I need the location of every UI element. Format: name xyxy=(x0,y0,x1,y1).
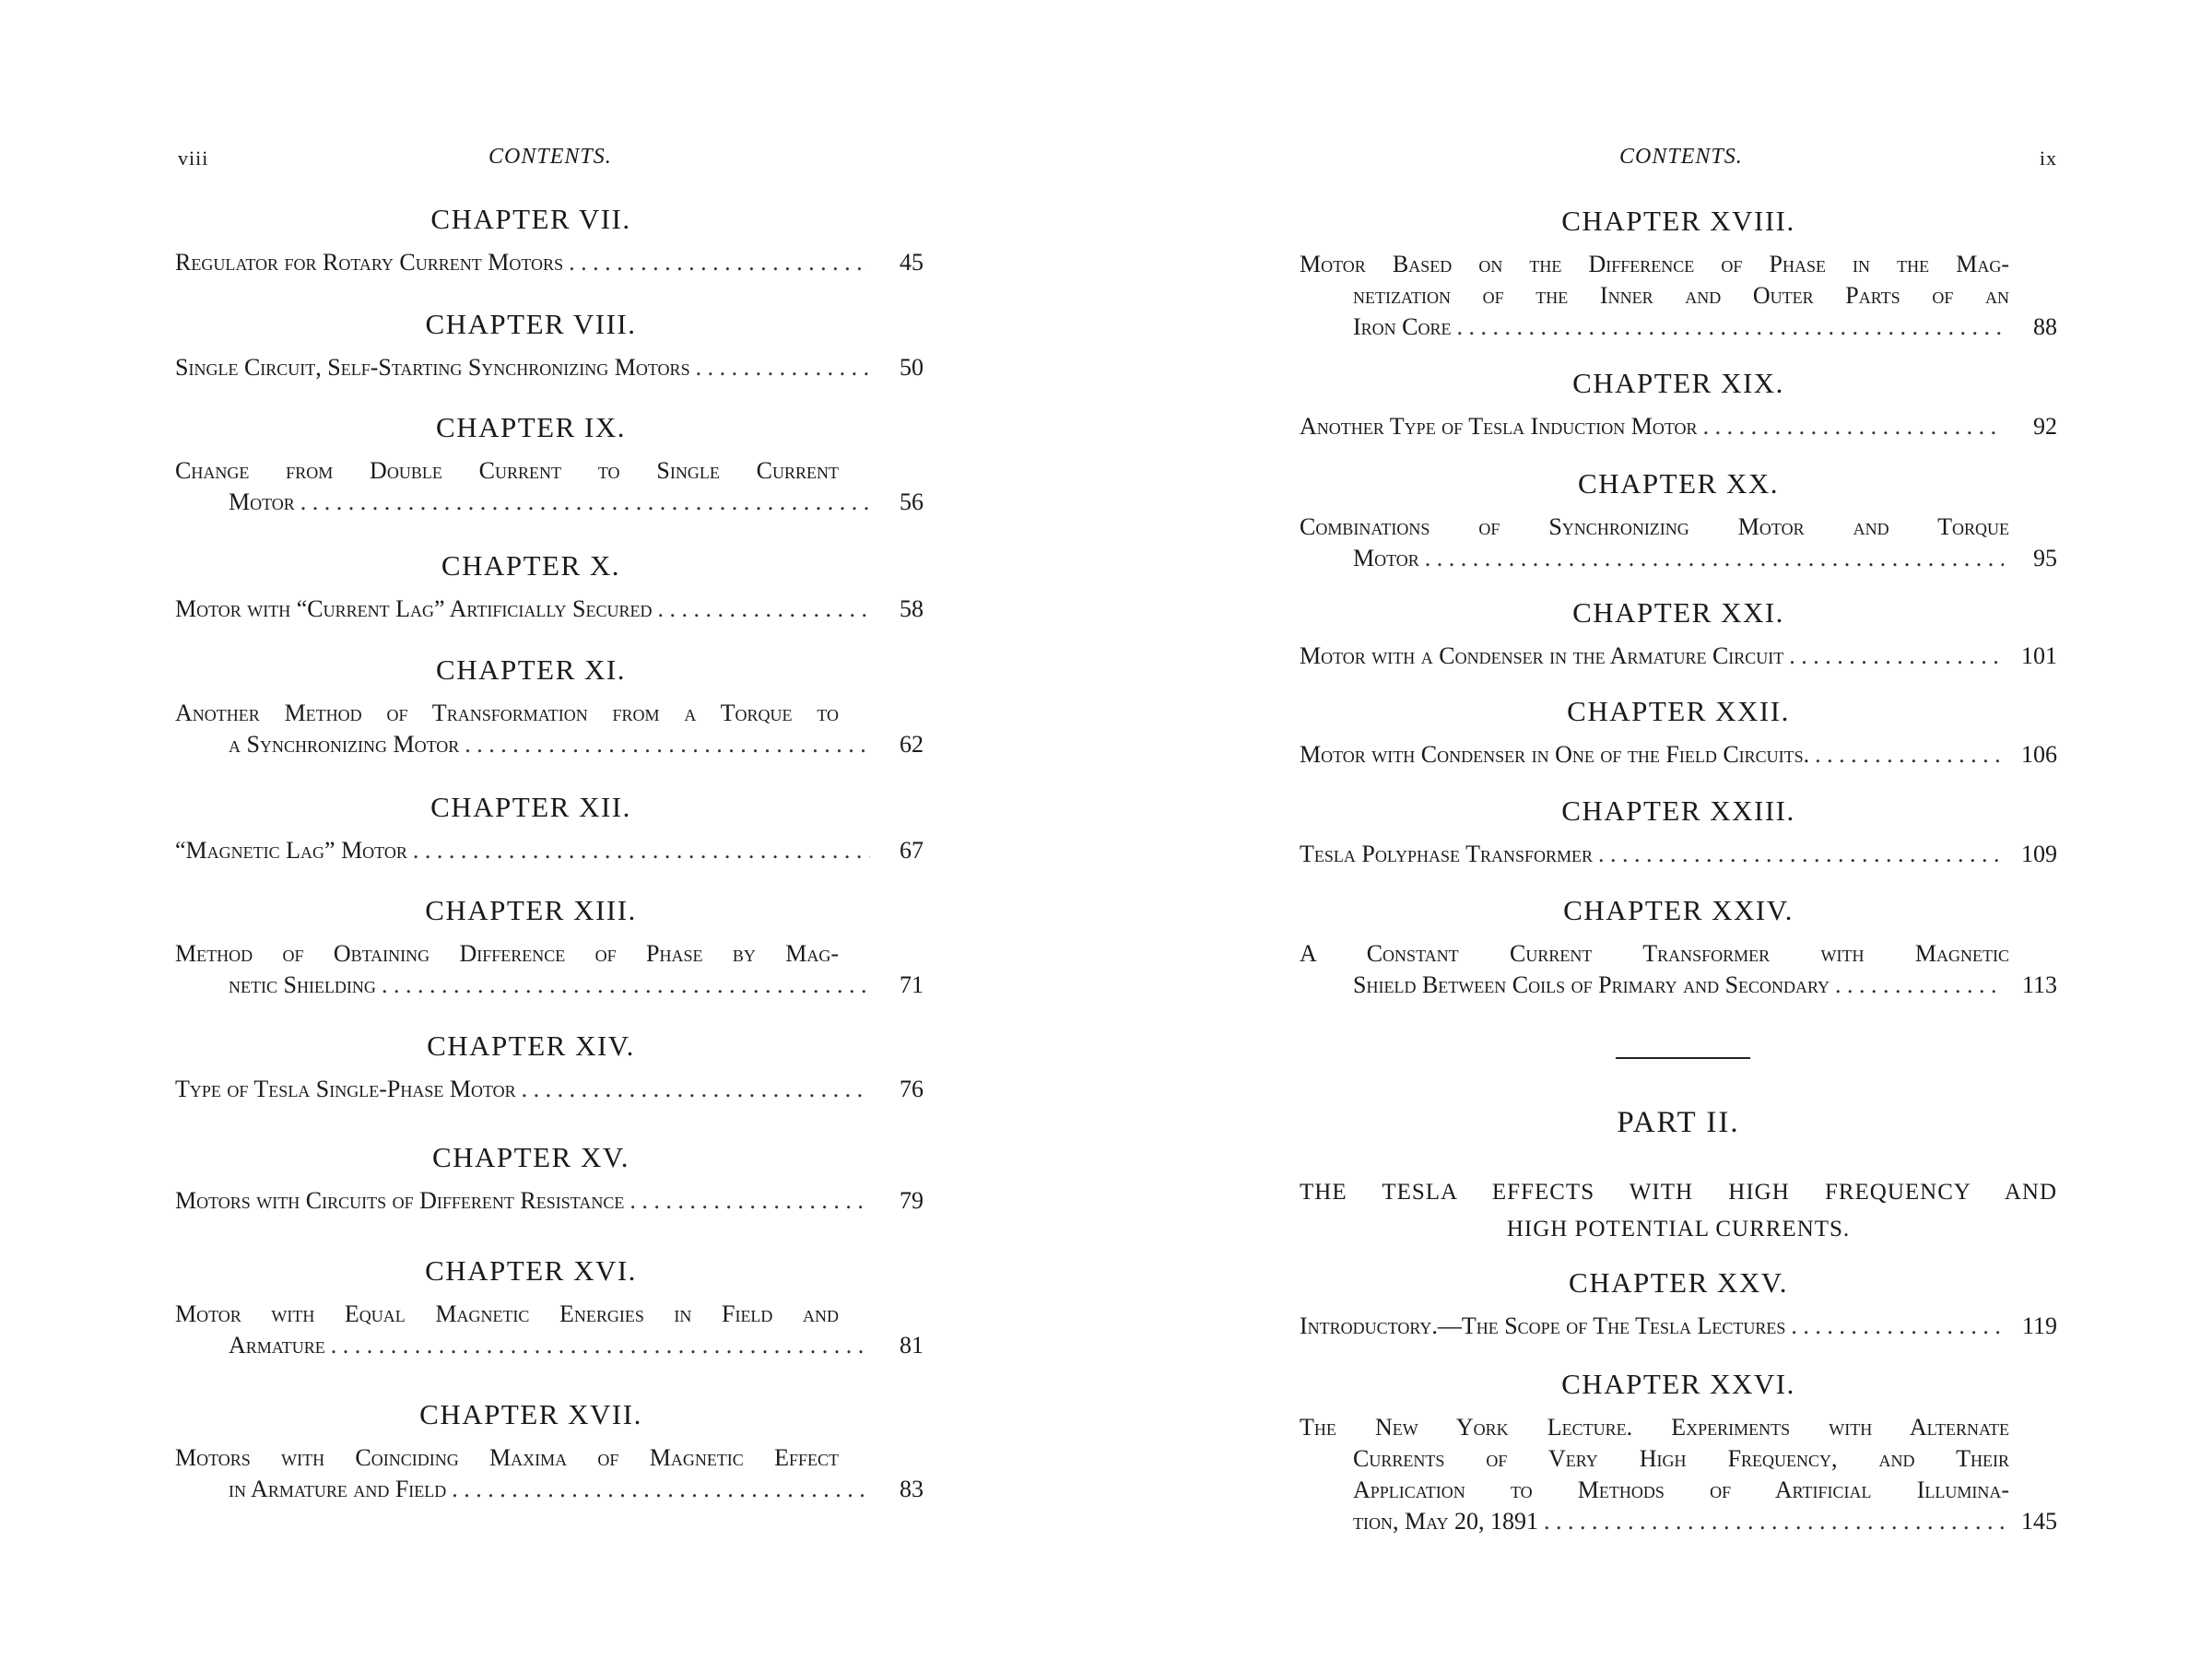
dot-leader xyxy=(1791,1311,2004,1342)
toc-chapter xyxy=(175,1139,924,1217)
entry-title-line: Combinations of Synchronizing Motor and Torque xyxy=(1300,513,2009,540)
chapter-heading: CHAPTER XVI. xyxy=(425,1254,637,1287)
chapter-heading: CHAPTER XXV. xyxy=(1569,1266,1788,1299)
toc-entry[interactable] xyxy=(175,352,924,383)
entry-title-line: netization of the Inner and Outer Parts of an xyxy=(1353,282,2009,309)
page-number: viii xyxy=(178,147,209,170)
dot-leader xyxy=(569,247,870,278)
toc-chapter xyxy=(1300,793,2057,870)
entry-title-line: Regulator for Rotary Current Motors xyxy=(175,249,564,276)
toc-chapter xyxy=(1300,465,2057,574)
dot-leader xyxy=(1598,839,2004,870)
page-ref: 113 xyxy=(2021,971,2057,998)
toc-entry[interactable] xyxy=(175,1442,924,1505)
chapter-heading: CHAPTER IX. xyxy=(436,411,626,443)
page-ref: 92 xyxy=(2033,413,2057,440)
toc-chapter xyxy=(175,1396,924,1505)
entry-title-line: A Constant Current Transformer with Magnetic xyxy=(1300,940,2009,967)
entry-title-line: Another Type of Tesla Induction Motor xyxy=(1300,413,1698,440)
dot-leader xyxy=(696,352,870,383)
page-ref: 106 xyxy=(2021,741,2057,768)
entry-title-line: Motor xyxy=(229,488,295,515)
chapter-heading: CHAPTER XIII. xyxy=(425,894,637,926)
entry-title-line: Motor with Condenser in One of the Field Circuits. xyxy=(1300,741,1810,768)
toc-chapter xyxy=(1300,1265,2057,1342)
entry-title-line: Iron Core xyxy=(1353,313,1452,340)
toc-entry[interactable] xyxy=(1300,1311,2057,1342)
toc-entry[interactable] xyxy=(175,247,924,278)
entry-title-line: Motors with Coinciding Maxima of Magnetic Effect xyxy=(175,1444,839,1471)
page-ref: 101 xyxy=(2021,642,2057,669)
page-ref: 56 xyxy=(900,488,924,515)
chapter-heading: CHAPTER VIII. xyxy=(425,308,637,340)
toc-entry[interactable] xyxy=(175,698,924,760)
chapter-heading: CHAPTER XX. xyxy=(1577,467,1779,500)
entry-title-line: Motor with a Condenser in the Armature Circuit xyxy=(1300,642,1784,669)
chapter-heading: CHAPTER XXII. xyxy=(1567,695,1790,727)
toc-entry[interactable] xyxy=(1300,249,2057,343)
toc-chapter xyxy=(175,201,924,278)
dot-leader xyxy=(452,1474,870,1505)
toc-chapter xyxy=(175,789,924,866)
dot-leader xyxy=(657,594,870,625)
toc-chapter xyxy=(1300,365,2057,442)
entry-title-line: Shield Between Coils of Primary and Secondary xyxy=(1353,971,1830,998)
toc-entry[interactable] xyxy=(175,835,924,866)
running-head: CONTENTS. xyxy=(488,145,612,169)
chapter-heading: CHAPTER VII. xyxy=(430,203,631,235)
toc-entry[interactable] xyxy=(175,1185,924,1217)
dot-leader xyxy=(300,487,870,518)
part-subtitle xyxy=(1300,1174,2057,1248)
toc-chapter xyxy=(1300,594,2057,672)
dot-leader xyxy=(1703,411,2004,442)
entry-title-line: Application to Methods of Artificial Illumina- xyxy=(1353,1477,2009,1503)
page-ref: 95 xyxy=(2033,545,2057,571)
dot-leader xyxy=(413,835,870,866)
entry-title-line: Change from Double Current to Single Current xyxy=(175,457,839,484)
page-ref: 81 xyxy=(900,1332,924,1359)
chapter-heading: CHAPTER XII. xyxy=(430,791,631,823)
chapter-heading: CHAPTER XVII. xyxy=(419,1398,642,1430)
entry-title-line: tion, May 20, 1891 xyxy=(1353,1508,1538,1535)
toc-chapter xyxy=(1300,203,2057,343)
toc-entry[interactable] xyxy=(1300,641,2057,672)
entry-title-line: The New York Lecture. Experiments with Alternate xyxy=(1300,1414,2009,1441)
page-ref: 76 xyxy=(900,1076,924,1102)
dot-leader xyxy=(522,1074,870,1105)
page-ref: 83 xyxy=(900,1476,924,1502)
page-ref: 88 xyxy=(2033,313,2057,340)
section-divider xyxy=(1616,1057,1750,1059)
toc-chapter xyxy=(175,547,924,625)
dot-leader xyxy=(1789,641,2004,672)
chapter-heading: CHAPTER XXIV. xyxy=(1563,894,1794,926)
toc-entry[interactable] xyxy=(175,938,924,1001)
chapter-heading: CHAPTER XIX. xyxy=(1572,367,1784,399)
entry-title-line: “Magnetic Lag” Motor xyxy=(175,837,407,864)
toc-chapter xyxy=(175,652,924,760)
toc-entry[interactable] xyxy=(1300,512,2057,574)
toc-chapter xyxy=(1300,1366,2057,1537)
page-number: ix xyxy=(2039,147,2057,170)
chapter-heading: CHAPTER XI. xyxy=(436,653,626,686)
part-title: PART II. xyxy=(1617,1106,1740,1139)
chapter-heading: CHAPTER X. xyxy=(441,549,621,582)
page-ref: 58 xyxy=(900,595,924,622)
entry-title-line: Armature xyxy=(229,1332,325,1359)
entry-title-line: Motor with “Current Lag” Artificially Secured xyxy=(175,595,653,622)
toc-entry[interactable] xyxy=(175,1074,924,1105)
toc-entry[interactable] xyxy=(1300,411,2057,442)
toc-entry[interactable] xyxy=(1300,839,2057,870)
dot-leader xyxy=(1425,543,2004,574)
toc-chapter xyxy=(175,1253,924,1361)
chapter-heading: CHAPTER XV. xyxy=(431,1141,630,1173)
dot-leader xyxy=(331,1330,870,1361)
entry-title-line: Method of Obtaining Difference of Phase by Mag- xyxy=(175,940,839,967)
entry-title-line: Type of Tesla Single-Phase Motor xyxy=(175,1076,516,1102)
page-ref: 67 xyxy=(900,837,924,864)
page-ref: 45 xyxy=(900,249,924,276)
entry-title-line: Currents of Very High Frequency, and Their xyxy=(1353,1445,2009,1472)
entry-title-line: Motors with Circuits of Different Resistance xyxy=(175,1187,625,1214)
chapter-heading: CHAPTER XIV. xyxy=(427,1030,635,1062)
toc-entry[interactable] xyxy=(175,455,924,518)
entry-title-line: Tesla Polyphase Transformer xyxy=(1300,841,1593,867)
dot-leader xyxy=(382,970,870,1001)
toc-entry[interactable] xyxy=(1300,1412,2057,1537)
page-ref: 71 xyxy=(900,971,924,998)
page-ref: 145 xyxy=(2021,1508,2057,1535)
toc-entry[interactable] xyxy=(175,594,924,625)
page-ref: 50 xyxy=(900,354,924,381)
dot-leader xyxy=(1457,312,2004,343)
page-ref: 119 xyxy=(2021,1312,2057,1339)
chapter-heading: CHAPTER XXI. xyxy=(1572,596,1784,629)
toc-chapter xyxy=(175,892,924,1001)
entry-title-line: Another Method of Transformation from a Torque to xyxy=(175,700,839,726)
running-head: CONTENTS. xyxy=(1619,145,1743,169)
toc-chapter xyxy=(175,306,924,383)
page-ref: 79 xyxy=(900,1187,924,1214)
part-subtitle-line: THE TESLA EFFECTS WITH HIGH FREQUENCY AND xyxy=(1300,1180,2057,1205)
chapter-heading: CHAPTER XXVI. xyxy=(1561,1368,1795,1400)
entry-title-line: Single Circuit, Self-Starting Synchronizing Motors xyxy=(175,354,690,381)
toc-chapter xyxy=(1300,892,2057,1001)
entry-title-line: Motor xyxy=(1353,545,1419,571)
toc-chapter xyxy=(175,1028,924,1105)
page-ref: 62 xyxy=(900,731,924,758)
entry-title-line: Motor Based on the Difference of Phase in the Mag- xyxy=(1300,251,2009,277)
part-subtitle-line: HIGH POTENTIAL CURRENTS. xyxy=(1506,1217,1851,1241)
dot-leader xyxy=(629,1185,870,1217)
dot-leader xyxy=(465,729,870,760)
chapter-heading: CHAPTER XVIII. xyxy=(1561,205,1795,237)
entry-title-line: a Synchronizing Motor xyxy=(229,731,460,758)
toc-chapter xyxy=(1300,693,2057,771)
entry-title-line: in Armature and Field xyxy=(229,1476,447,1502)
dot-leader xyxy=(1835,970,2004,1001)
toc-entry[interactable] xyxy=(1300,938,2057,1001)
entry-title-line: Motor with Equal Magnetic Energies in Field and xyxy=(175,1300,839,1327)
right-page xyxy=(1300,0,2057,1659)
entry-title-line: Introductory.—The Scope of The Tesla Lectures xyxy=(1300,1312,1786,1339)
toc-chapter xyxy=(175,409,924,518)
left-page xyxy=(175,0,924,1659)
chapter-heading: CHAPTER XXIII. xyxy=(1561,794,1795,827)
entry-title-line: netic Shielding xyxy=(229,971,376,998)
toc-entry[interactable] xyxy=(1300,739,2057,771)
dot-leader xyxy=(1544,1506,2004,1537)
dot-leader xyxy=(1815,739,2004,771)
page-ref: 109 xyxy=(2021,841,2057,867)
toc-entry[interactable] xyxy=(175,1299,924,1361)
